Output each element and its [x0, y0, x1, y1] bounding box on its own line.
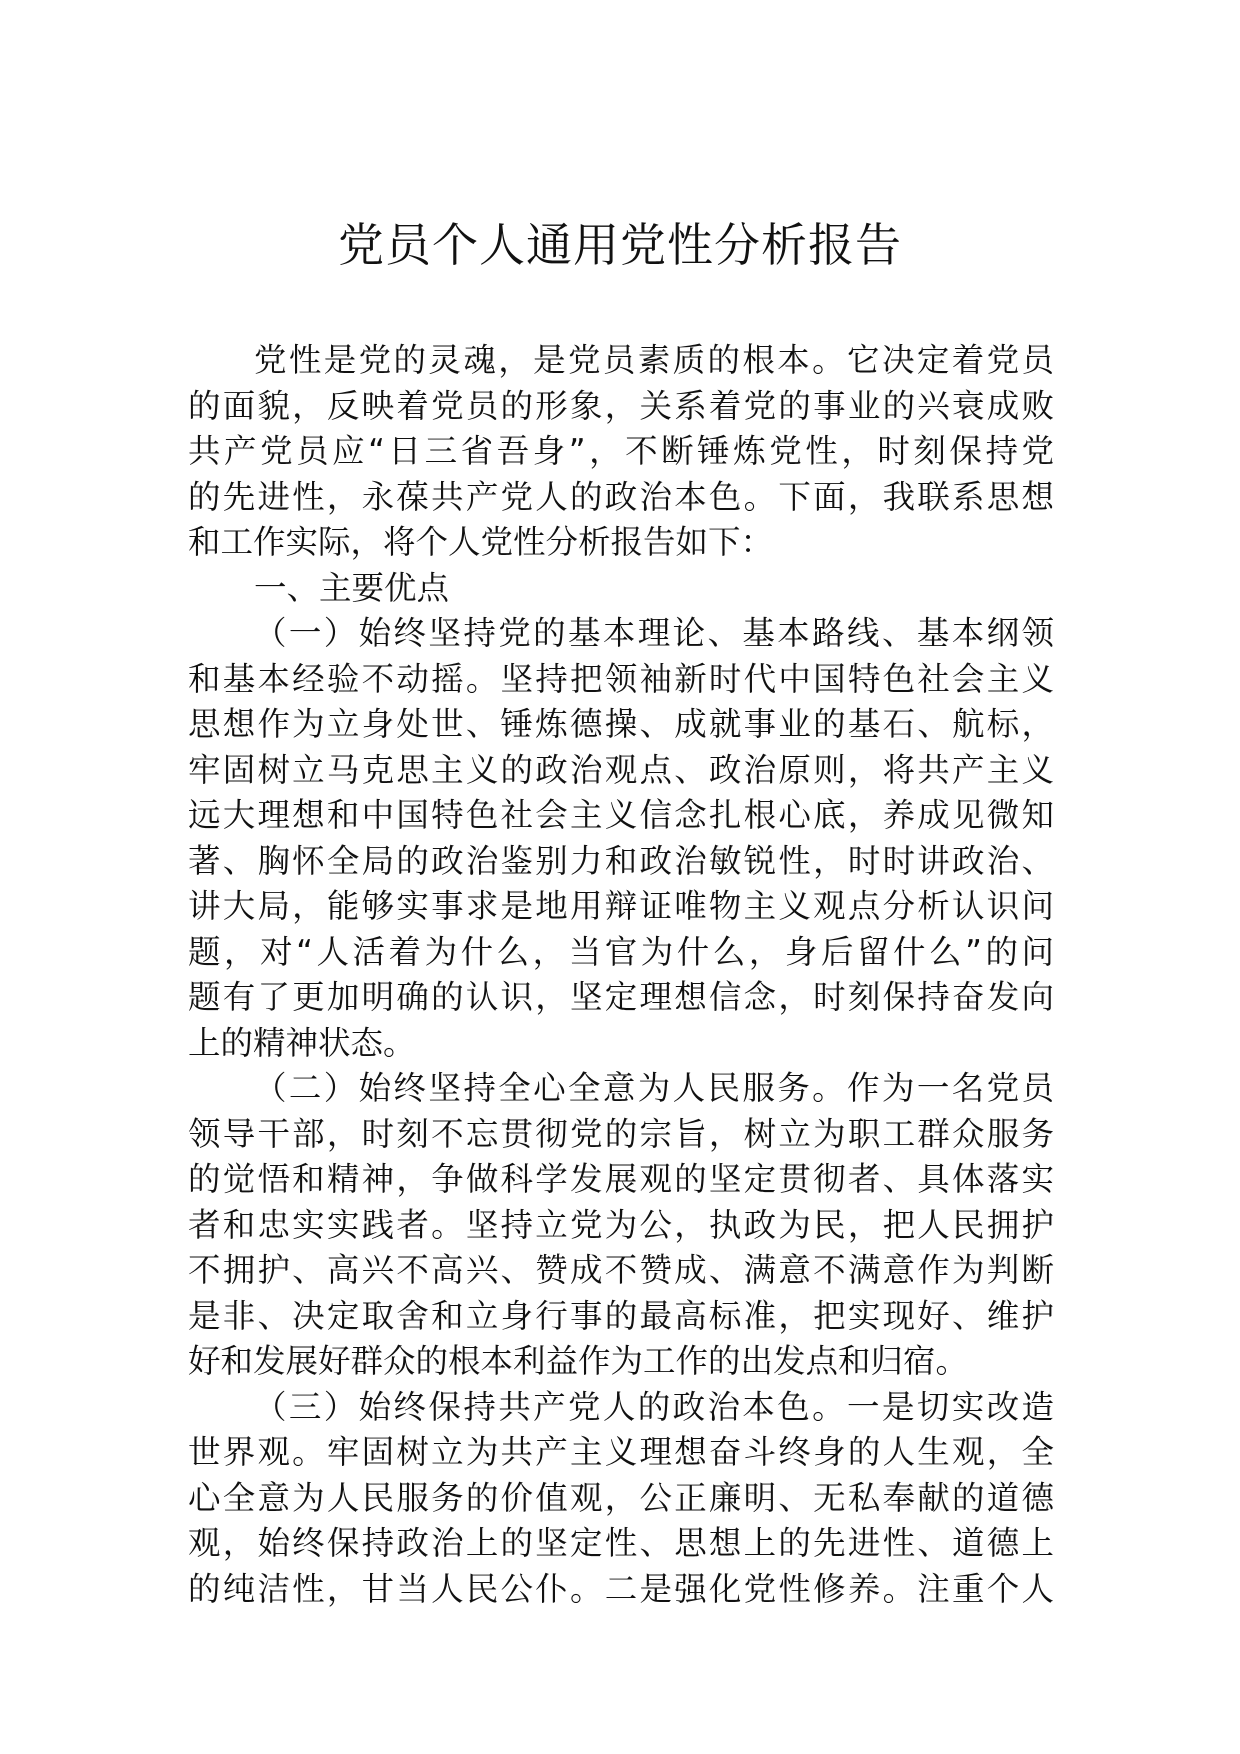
- text-line: （二）始终坚持全心全意为人民服务。作为一名党员: [254, 1069, 1054, 1107]
- text-line: 的面貌，反映着党员的形象，关系着党的事业的兴衰成败: [188, 386, 1054, 425]
- text-line: 观，始终保持政治上的坚定性、思想上的先进性、道德上: [188, 1524, 1054, 1562]
- text-line: 不拥护、高兴不高兴、赞成不赞成、满意不满意作为判断: [188, 1251, 1054, 1289]
- text-line: 是非、决定取舍和立身行事的最高标准，把实现好、维护: [188, 1296, 1054, 1335]
- text-line: 者和忠实实践者。坚持立党为公，执政为民，把人民拥护: [188, 1205, 1054, 1244]
- text-line: 世界观。牢固树立为共产主义理想奋斗终身的人生观，全: [188, 1433, 1054, 1471]
- text-line: （三）始终保持共产党人的政治本色。一是切实改造: [254, 1387, 1054, 1426]
- text-line: 的先进性，永葆共产党人的政治本色。下面，我联系思想: [188, 477, 1054, 516]
- text-line: 党性是党的灵魂，是党员素质的根本。它决定着党员: [254, 341, 1054, 379]
- text-line: 牢固树立马克思主义的政治观点、政治原则，将共产主义: [188, 750, 1054, 789]
- text-line: 著、胸怀全局的政治鉴别力和政治敏锐性，时时讲政治、: [188, 841, 1054, 880]
- text-line: 思想作为立身处世、锤炼德操、成就事业的基石、航标，: [188, 705, 1054, 743]
- text-line: 上的精神状态。: [188, 1023, 416, 1062]
- text-line: 的觉悟和精神，争做科学发展观的坚定贯彻者、具体落实: [188, 1160, 1054, 1198]
- page-title: 党员个人通用党性分析报告: [338, 218, 902, 272]
- text-line: 好和发展好群众的根本利益作为工作的出发点和归宿。: [188, 1342, 969, 1380]
- text-line: 和基本经验不动摇。坚持把领袖新时代中国特色社会主义: [188, 659, 1054, 698]
- text-line: 和工作实际，将个人党性分析报告如下：: [188, 523, 774, 561]
- text-line: 讲大局，能够实事求是地用辩证唯物主义观点分析认识问: [188, 887, 1054, 925]
- text-line: （一）始终坚持党的基本理论、基本路线、基本纲领: [254, 614, 1054, 652]
- text-line: 共产党员应“日三省吾身”，不断锤炼党性，时刻保持党: [188, 432, 1054, 470]
- text-line: 领导干部，时刻不忘贯彻党的宗旨，树立为职工群众服务: [188, 1114, 1054, 1153]
- text-line: 题有了更加明确的认识，坚定理想信念，时刻保持奋发向: [188, 978, 1054, 1016]
- document-body: [188, 338, 1054, 1612]
- text-line: 心全意为人民服务的价值观，公正廉明、无私奉献的道德: [188, 1478, 1054, 1517]
- text-line: 远大理想和中国特色社会主义信念扎根心底，养成见微知: [188, 796, 1054, 834]
- text-line: 一、主要优点: [254, 568, 450, 607]
- text-line: 题，对“人活着为什么，当官为什么，身后留什么”的问: [188, 932, 1054, 971]
- text-line: 的纯洁性，甘当人民公仆。二是强化党性修养。注重个人: [188, 1569, 1054, 1608]
